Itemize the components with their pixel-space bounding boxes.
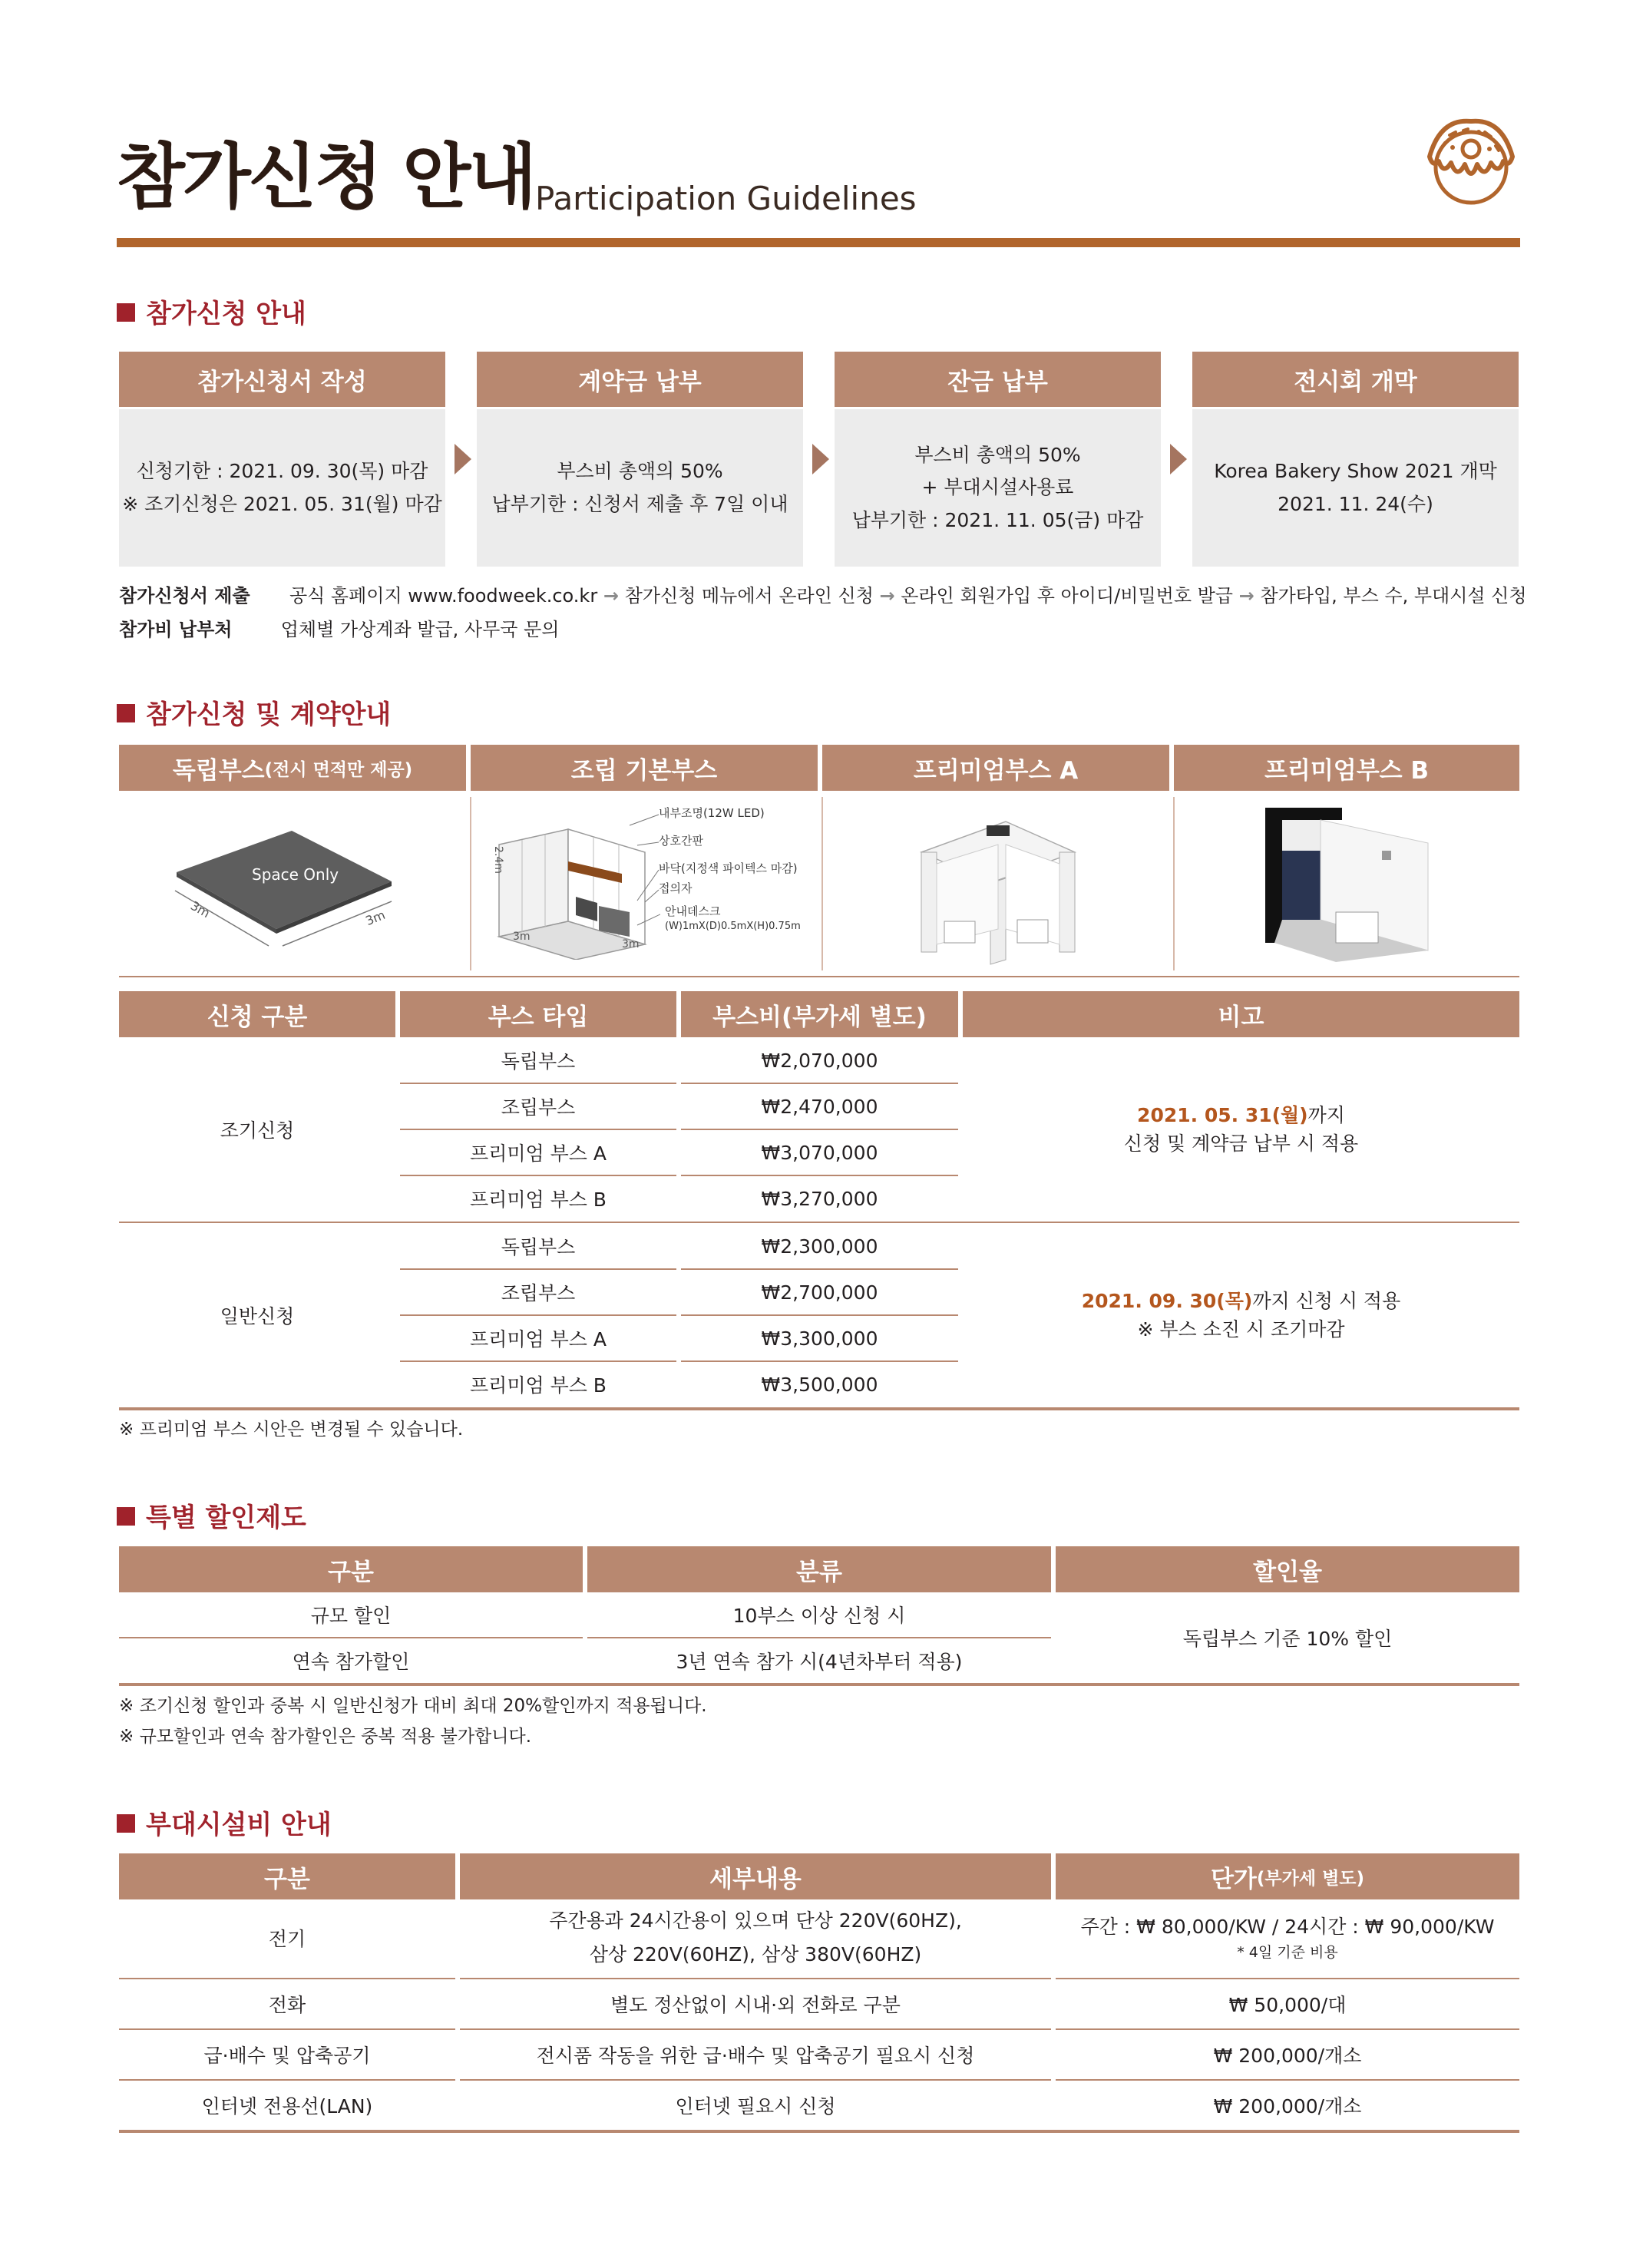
remark-date: 2021. 09. 30(목) <box>1081 1289 1253 1312</box>
discount-table-header: 할인율 <box>1056 1546 1519 1592</box>
space-only-label: Space Only <box>252 865 339 884</box>
booth-type-header-4: 프리미엄부스 B <box>1174 745 1519 791</box>
table-bottom-rule <box>119 1683 1519 1686</box>
dimension-label: 3m <box>513 931 531 943</box>
booth-callout: 내부조명(12W LED) <box>659 806 765 820</box>
step-arrow-icon <box>812 444 829 474</box>
dimension-label: 3m <box>363 907 388 929</box>
step-header-2: 계약금 납부 <box>477 352 803 407</box>
booth-callout: 안내데스크 <box>665 904 721 918</box>
fee-table-header: 비고 <box>963 991 1519 1037</box>
facility-table-header <box>1056 1853 1519 1899</box>
discount-rate: 독립부스 기준 10% 할인 <box>1182 1628 1393 1650</box>
donut-logo-icon <box>1410 115 1532 206</box>
payment-info-line <box>119 620 559 639</box>
facility-price: ₩ 200,000/개소 <box>1213 2095 1362 2118</box>
fee-price: ₩2,300,000 <box>761 1235 878 1258</box>
row-rule <box>400 1314 676 1316</box>
page-subtitle: Participation Guidelines <box>535 180 917 217</box>
facility-detail-line: 삼상 220V(60HZ), 삼상 380V(60HZ) <box>589 1943 922 1965</box>
fee-price: ₩3,300,000 <box>761 1327 878 1350</box>
section-heading-text: 특별 할인제도 <box>146 1503 306 1533</box>
booth-divider <box>821 797 823 970</box>
section-heading-discount <box>117 1505 306 1531</box>
step-line: ※ 조기신청은 2021. 05. 31(월) 마감 <box>122 492 442 515</box>
dimension-label: 3m <box>187 898 213 921</box>
submit-step: 온라인 회원가입 후 아이디/비밀번호 발급 <box>901 585 1233 607</box>
facility-price <box>1056 1899 1519 1976</box>
submit-info-line <box>119 587 1527 605</box>
row-rule <box>400 1268 676 1270</box>
bullet-square <box>117 303 135 322</box>
booth-callout: 상호간판 <box>659 834 703 848</box>
dimension-label: 2.4m <box>491 846 504 874</box>
step-header-3: 잔금 납부 <box>835 352 1161 407</box>
remark-text: 까지 신청 시 적용 <box>1252 1289 1401 1312</box>
remark-text: 신청 및 계약금 납부 시 적용 <box>1123 1132 1359 1155</box>
step-line: 부스비 총액의 50% <box>914 443 1081 466</box>
facility-detail: 별도 정산없이 시내·외 전화로 구분 <box>610 1994 901 2016</box>
fee-booth-type: 조립부스 <box>501 1282 576 1304</box>
dimension-label: 3m <box>622 938 640 951</box>
booth-callout: 접의자 <box>659 881 693 895</box>
facility-detail: 전시품 작동을 위한 급·배수 및 압축공기 필요시 신청 <box>536 2045 975 2067</box>
fee-booth-type: 독립부스 <box>501 1050 576 1073</box>
fee-price: ₩3,270,000 <box>761 1187 878 1210</box>
space-only-illustration <box>161 822 407 956</box>
facility-item: 전기 <box>268 1928 306 1950</box>
step-line: 납부기한 : 신청서 제출 후 7일 이내 <box>491 492 788 515</box>
fee-remark <box>963 1037 1519 1222</box>
page-title: 참가신청 안내 <box>117 136 535 218</box>
facility-header-text: 단가 <box>1210 1865 1257 1893</box>
step-line: 납부기한 : 2021. 11. 05(금) 마감 <box>851 508 1144 531</box>
fee-price: ₩2,700,000 <box>761 1281 878 1304</box>
step-line: 부스비 총액의 50% <box>557 460 723 482</box>
facility-price: ₩ 200,000/개소 <box>1213 2045 1362 2067</box>
callout-lines <box>614 810 660 941</box>
discount-category: 연속 참가할인 <box>292 1651 410 1673</box>
booth-callout: 바닥(지정색 파이텍스 마감) <box>659 861 798 875</box>
booth-divider <box>470 797 471 970</box>
fee-booth-type: 프리미엄 부스 B <box>470 1374 607 1397</box>
bullet-square <box>117 1507 135 1526</box>
discount-note: ※ 조기신청 할인과 중복 시 일반신청가 대비 최대 20%할인까지 적용됩니다. <box>119 1696 707 1716</box>
fee-booth-type: 프리미엄 부스 A <box>470 1328 607 1351</box>
booth-type-header-1 <box>119 745 466 791</box>
facility-table-header: 세부내용 <box>460 1853 1051 1899</box>
booth-type-sub: (전시 면적만 제공) <box>264 759 413 780</box>
step-line: + 부대시설사용료 <box>921 476 1074 499</box>
fee-table-header: 부스 타입 <box>400 991 676 1037</box>
facility-table-header: 구분 <box>119 1853 455 1899</box>
section-heading-text: 부대시설비 안내 <box>146 1810 332 1840</box>
section-heading-text: 참가신청 및 계약안내 <box>146 699 392 730</box>
bullet-square <box>117 704 135 722</box>
discount-table-header: 구분 <box>119 1546 583 1592</box>
facility-price-text: 주간 : ₩ 80,000/KW / 24시간 : ₩ 90,000/KW <box>1080 1916 1495 1938</box>
booth-type-header-3: 프리미엄부스 A <box>822 745 1169 791</box>
row-rule <box>681 1360 958 1362</box>
step-header-1: 참가신청서 작성 <box>119 352 445 407</box>
submit-label: 참가신청서 제출 <box>119 585 250 607</box>
fee-booth-type: 프리미엄 부스 A <box>470 1142 607 1165</box>
submit-step: 공식 홈페이지 www.foodweek.co.kr <box>289 585 598 607</box>
section-heading-contract <box>117 699 392 730</box>
submit-step: 참가타입, 부스 수, 부대시설 신청 <box>1260 585 1527 607</box>
step-box-2 <box>477 409 803 567</box>
row-rule <box>681 1314 958 1316</box>
arrow-right-icon: → <box>879 585 895 607</box>
booth-type-header-2: 조립 기본부스 <box>471 745 818 791</box>
facility-header-sub: (부가세 별도) <box>1256 1868 1365 1889</box>
fee-group-name: 일반신청 <box>220 1305 295 1327</box>
step-header-4: 전시회 개막 <box>1192 352 1519 407</box>
step-box-3 <box>835 409 1161 567</box>
row-rule <box>400 1360 676 1362</box>
facility-item: 급·배수 및 압축공기 <box>203 2045 371 2067</box>
fee-price: ₩2,070,000 <box>761 1049 878 1072</box>
submit-step: 참가신청 메뉴에서 온라인 신청 <box>624 585 874 607</box>
row-rule <box>400 1175 676 1176</box>
facility-price-note: * 4일 기준 비용 <box>1237 1943 1338 1961</box>
row-rule <box>400 1129 676 1130</box>
section-heading-text: 참가신청 안내 <box>146 299 306 329</box>
fee-price: ₩3,500,000 <box>761 1373 878 1396</box>
arrow-right-icon: → <box>1238 585 1255 607</box>
fee-price: ₩2,470,000 <box>761 1095 878 1118</box>
premium-booth-b-illustration <box>1259 805 1436 966</box>
facility-detail <box>460 1899 1051 1976</box>
facility-detail: 인터넷 필요시 신청 <box>675 2095 836 2118</box>
remark-date: 2021. 05. 31(월) <box>1137 1103 1308 1126</box>
booth-type-title: 독립부스 <box>172 756 265 785</box>
facility-detail-line: 주간용과 24시간용이 있으며 단상 220V(60HZ), <box>549 1909 962 1932</box>
step-arrow-icon <box>455 444 471 474</box>
remark-text: 까지 <box>1307 1103 1345 1126</box>
step-arrow-icon <box>1170 444 1187 474</box>
fee-table-header: 신청 구분 <box>119 991 395 1037</box>
discount-table-header: 분류 <box>587 1546 1051 1592</box>
row-rule <box>681 1268 958 1270</box>
facility-item: 인터넷 전용선(LAN) <box>201 2095 373 2118</box>
remark-text: ※ 부스 소진 시 조기마감 <box>1137 1318 1345 1341</box>
table-bottom-rule <box>119 2130 1519 2133</box>
booth-callout: (W)1mX(D)0.5mX(H)0.75m <box>665 921 801 932</box>
title-rule <box>117 238 1520 247</box>
fee-booth-type: 조립부스 <box>501 1096 576 1119</box>
discount-criteria: 3년 연속 참가 시(4년차부터 적용) <box>676 1651 963 1673</box>
step-line: 2021. 11. 24(수) <box>1278 492 1433 515</box>
step-box-4 <box>1192 409 1519 567</box>
booth-divider <box>1173 797 1175 970</box>
row-rule <box>400 1083 676 1084</box>
step-line: 신청기한 : 2021. 09. 30(목) 마감 <box>136 460 428 482</box>
table-bottom-rule <box>119 1407 1519 1410</box>
step-box-1 <box>119 409 445 567</box>
premium-booth-a-illustration <box>914 806 1083 967</box>
facility-item: 전화 <box>268 1994 306 2016</box>
bullet-square <box>117 1814 135 1833</box>
row-rule <box>681 1129 958 1130</box>
fee-remark <box>963 1223 1519 1407</box>
booth-images-bottom-rule <box>119 976 1519 977</box>
fee-group-name: 조기신청 <box>220 1119 295 1142</box>
discount-note: ※ 규모할인과 연속 참가할인은 중복 적용 불가합니다. <box>119 1727 532 1747</box>
payment-text: 업체별 가상계좌 발급, 사무국 문의 <box>280 619 560 640</box>
section-heading-facility <box>117 1812 332 1838</box>
row-rule <box>681 1083 958 1084</box>
fee-price: ₩3,070,000 <box>761 1141 878 1164</box>
payment-label: 참가비 납부처 <box>119 619 233 640</box>
discount-criteria: 10부스 이상 신청 시 <box>732 1605 906 1627</box>
premium-note: ※ 프리미엄 부스 시안은 변경될 수 있습니다. <box>119 1420 464 1440</box>
row-rule <box>681 1175 958 1176</box>
discount-category: 규모 할인 <box>310 1605 392 1627</box>
fee-booth-type: 프리미엄 부스 B <box>470 1189 607 1211</box>
section-heading-application <box>117 301 306 327</box>
facility-price: ₩ 50,000/대 <box>1228 1994 1347 2016</box>
step-line: Korea Bakery Show 2021 개막 <box>1214 460 1497 482</box>
fee-booth-type: 독립부스 <box>501 1236 576 1258</box>
arrow-right-icon: → <box>603 585 619 607</box>
fee-table-header: 부스비(부가세 별도) <box>681 991 958 1037</box>
